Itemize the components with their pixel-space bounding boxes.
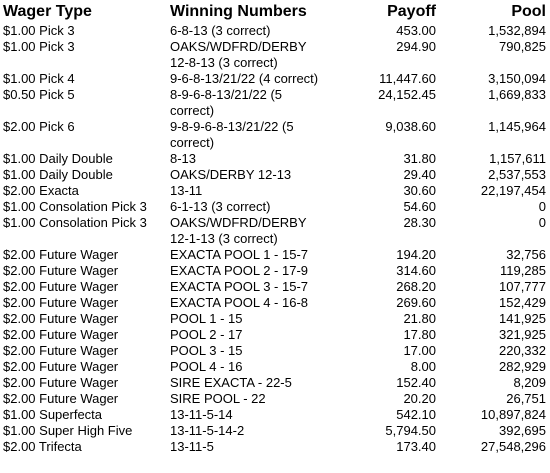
winning-numbers-line: POOL 1 - 15 — [170, 311, 243, 326]
payoff-cell: 8.00 — [410, 359, 436, 374]
pool-cell: 1,145,964 — [488, 119, 546, 134]
pool-cell: 3,150,094 — [488, 71, 546, 86]
winning-numbers-line: 8-9-6-8-13/21/22 (5 — [170, 87, 283, 102]
table-row — [0, 183, 550, 199]
winning-numbers-line: EXACTA POOL 4 - 16-8 — [170, 295, 308, 310]
winning-numbers-line: EXACTA POOL 2 - 17-9 — [170, 263, 308, 278]
winning-numbers-cell — [170, 359, 243, 375]
winning-numbers-line: 8-13 — [170, 151, 197, 166]
winning-numbers-line: EXACTA POOL 1 - 15-7 — [170, 247, 308, 262]
pool-cell: 119,285 — [499, 263, 546, 278]
winning-numbers-cell — [170, 71, 318, 87]
winning-numbers-line: 9-6-8-13/21/22 (4 correct) — [170, 71, 319, 86]
wager-type-cell: $1.00 Super High Five — [3, 423, 133, 438]
pool-cell: 10,897,824 — [480, 407, 546, 422]
payoff-cell: 24,152.45 — [378, 87, 436, 102]
wager-type-cell: $1.00 Pick 3 — [3, 39, 75, 54]
table-row — [0, 295, 550, 311]
table-row — [0, 375, 550, 391]
table-row — [0, 279, 550, 295]
pool-cell: 2,537,553 — [488, 167, 546, 182]
wager-type-cell: $1.00 Pick 4 — [3, 71, 75, 86]
winning-numbers-cell — [170, 439, 214, 455]
table-row — [0, 263, 550, 279]
winning-numbers-line: POOL 2 - 17 — [170, 327, 243, 342]
payoff-cell: 152.40 — [396, 375, 436, 390]
winning-numbers-cell — [170, 39, 307, 71]
winning-numbers-cell — [170, 183, 202, 199]
wager-type-cell: $2.00 Future Wager — [3, 359, 119, 374]
pool-cell: 0 — [538, 199, 546, 214]
pool-cell: 141,925 — [499, 311, 546, 326]
winning-numbers-cell — [170, 151, 196, 167]
table-row — [0, 439, 550, 455]
payoff-cell: 20.20 — [403, 391, 436, 406]
pool-cell: 152,429 — [499, 295, 546, 310]
table-row — [0, 359, 550, 375]
winning-numbers-line: 6-8-13 (3 correct) — [170, 23, 271, 38]
payoff-cell: 453.00 — [396, 23, 436, 38]
wager-type-cell: $2.00 Future Wager — [3, 391, 119, 406]
winning-numbers-cell — [170, 391, 266, 407]
winning-numbers-line: EXACTA POOL 3 - 15-7 — [170, 279, 308, 294]
winning-numbers-line: OAKS/WDFRD/DERBY — [170, 39, 307, 54]
payoff-cell: 21.80 — [403, 311, 436, 326]
table-row — [0, 407, 550, 423]
pool-cell: 321,925 — [499, 327, 546, 342]
winning-numbers-cell — [170, 215, 307, 247]
pool-cell: 27,548,296 — [480, 439, 546, 454]
table-row — [0, 71, 550, 87]
payoff-cell: 28.30 — [403, 215, 436, 230]
pool-cell: 282,929 — [499, 359, 546, 374]
payoff-cell: 29.40 — [403, 167, 436, 182]
pool-cell: 1,157,611 — [489, 151, 546, 166]
winning-numbers-line: 9-8-9-6-8-13/21/22 (5 — [170, 119, 294, 134]
table-row — [0, 247, 550, 263]
table-row — [0, 87, 550, 119]
winning-numbers-line: 13-11-5-14-2 — [170, 423, 245, 438]
table-row — [0, 119, 550, 151]
payoff-cell: 30.60 — [403, 183, 436, 198]
wager-type-cell: $2.00 Exacta — [3, 183, 79, 198]
wager-type-cell: $2.00 Pick 6 — [3, 119, 75, 134]
table-row — [0, 327, 550, 343]
wager-type-cell: $2.00 Future Wager — [3, 311, 119, 326]
payoff-cell: 11,447.60 — [379, 71, 436, 86]
wager-type-cell: $0.50 Pick 5 — [3, 87, 75, 102]
payoff-cell: 194.20 — [396, 247, 436, 262]
table-row — [0, 199, 550, 215]
winning-numbers-cell — [170, 247, 308, 263]
winning-numbers-line: 13-11-5-14 — [170, 407, 233, 422]
winning-numbers-line: SIRE POOL - 22 — [170, 391, 266, 406]
payoff-cell: 269.60 — [396, 295, 436, 310]
winning-numbers-cell — [170, 327, 243, 343]
wager-type-cell: $1.00 Pick 3 — [3, 23, 75, 38]
wager-type-cell: $1.00 Consolation Pick 3 — [3, 215, 147, 230]
winning-numbers-cell — [170, 295, 308, 311]
winning-numbers-cell — [170, 407, 233, 423]
payoff-cell: 17.80 — [403, 327, 436, 342]
pool-cell: 107,777 — [499, 279, 546, 294]
winning-numbers-line: 13-11 — [170, 183, 203, 198]
pool-cell: 220,332 — [499, 343, 546, 358]
table-row — [0, 311, 550, 327]
wager-type-cell: $2.00 Future Wager — [3, 327, 119, 342]
winning-numbers-line: correct) — [170, 103, 215, 118]
winning-numbers-cell — [170, 167, 291, 183]
winning-numbers-cell — [170, 87, 282, 119]
winning-numbers-line: correct) — [170, 135, 215, 150]
pool-cell: 22,197,454 — [480, 183, 546, 198]
pool-cell: 32,756 — [506, 247, 546, 262]
pool-cell: 392,695 — [499, 423, 546, 438]
table-row — [0, 391, 550, 407]
payoff-cell: 314.60 — [396, 263, 436, 278]
payoff-cell: 542.10 — [396, 407, 436, 422]
payoff-cell: 294.90 — [396, 39, 436, 54]
winning-numbers-line: POOL 3 - 15 — [170, 343, 243, 358]
winning-numbers-cell — [170, 311, 243, 327]
winning-numbers-cell — [170, 343, 243, 359]
winning-numbers-cell — [170, 119, 294, 151]
wager-type-cell: $2.00 Future Wager — [3, 263, 119, 278]
pool-cell: 8,209 — [513, 375, 546, 390]
winning-numbers-line: SIRE EXACTA - 22-5 — [170, 375, 292, 390]
header-winning-numbers: Winning Numbers — [170, 3, 307, 20]
payoff-cell: 5,794.50 — [385, 423, 436, 438]
pool-cell: 1,669,833 — [488, 87, 546, 102]
payoff-cell: 17.00 — [403, 343, 436, 358]
winning-numbers-line: 12-8-13 (3 correct) — [170, 55, 278, 70]
pool-cell: 26,751 — [506, 391, 546, 406]
wager-type-cell: $2.00 Future Wager — [3, 343, 119, 358]
winning-numbers-cell — [170, 199, 270, 215]
winning-numbers-cell — [170, 279, 308, 295]
table-row — [0, 215, 550, 247]
winning-numbers-cell — [170, 423, 244, 439]
winning-numbers-line: OAKS/WDFRD/DERBY — [170, 215, 307, 230]
header-payoff: Payoff — [387, 3, 436, 20]
winning-numbers-cell — [170, 263, 308, 279]
pool-cell: 790,825 — [499, 39, 546, 54]
winning-numbers-cell — [170, 23, 270, 39]
table-row — [0, 343, 550, 359]
winning-numbers-line: 6-1-13 (3 correct) — [170, 199, 271, 214]
payoff-cell: 173.40 — [396, 439, 436, 454]
wager-type-cell: $1.00 Daily Double — [3, 151, 113, 166]
pool-cell: 1,532,894 — [488, 23, 546, 38]
wager-type-cell: $1.00 Consolation Pick 3 — [3, 199, 147, 214]
payoff-cell: 9,038.60 — [385, 119, 436, 134]
winning-numbers-line: OAKS/DERBY 12-13 — [170, 167, 292, 182]
table-row — [0, 151, 550, 167]
winning-numbers-line: 12-1-13 (3 correct) — [170, 231, 278, 246]
payoff-cell: 268.20 — [396, 279, 436, 294]
wager-type-cell: $2.00 Future Wager — [3, 279, 119, 294]
table-row — [0, 23, 550, 39]
wager-type-cell: $2.00 Future Wager — [3, 295, 119, 310]
header-wager-type: Wager Type — [3, 3, 92, 20]
table-row — [0, 423, 550, 439]
winning-numbers-cell — [170, 375, 292, 391]
payoff-cell: 31.80 — [403, 151, 436, 166]
winning-numbers-line: POOL 4 - 16 — [170, 359, 243, 374]
header-pool: Pool — [511, 3, 546, 20]
wager-type-cell: $2.00 Future Wager — [3, 247, 119, 262]
wager-type-cell: $1.00 Daily Double — [3, 167, 113, 182]
payoff-cell: 54.60 — [403, 199, 436, 214]
table-row — [0, 39, 550, 71]
wager-type-cell: $2.00 Trifecta — [3, 439, 82, 454]
wager-type-cell: $1.00 Superfecta — [3, 407, 103, 422]
winning-numbers-line: 13-11-5 — [170, 439, 214, 454]
pool-cell: 0 — [538, 215, 546, 230]
table-row — [0, 167, 550, 183]
wager-type-cell: $2.00 Future Wager — [3, 375, 119, 390]
